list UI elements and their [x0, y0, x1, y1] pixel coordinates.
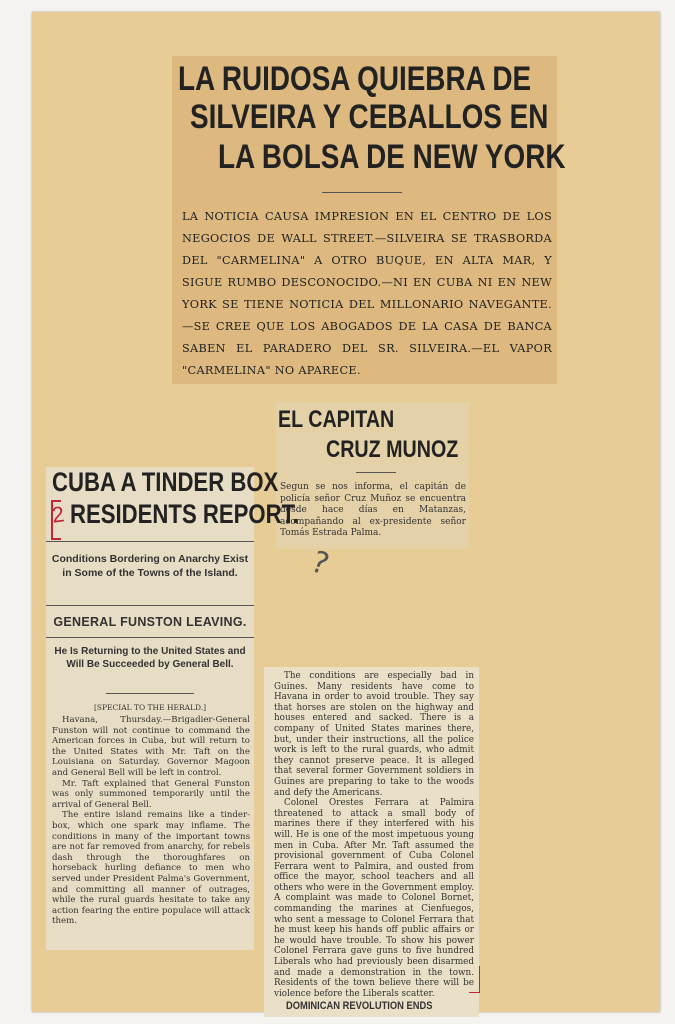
paragraph: Mr. Taft explained that General Funston was only summoned temporarily until the arrival of General Bell.	[52, 778, 250, 810]
next-headline-fragment: DOMINICAN REVOLUTION ENDS	[286, 1000, 433, 1012]
clipping-continued	[264, 667, 479, 1017]
divider	[46, 637, 254, 638]
paragraph: Colonel Orestes Ferrara at Palmira threatened to attack a small body of marines there if they interfered with his will. He is one of the most impetuous young men in Cuba. After Mr. Taft assumed the provisional government of Cuba Colonel Ferrara went to Palmira, and ousted from office the mayor, school teachers and all others who were in the Government employ. A complaint was made to Colonel Bornet, commanding the marines at Cienfuegos, who sent a message to Colonel Ferrara that he must keep his hands off public affairs or he would have trouble. To show his power Colonel Ferrara gave guns to five hundred Liberals who had previously been disarmed and made a demonstration in the town. Residents of the town believe there will be violence before the Liberals scatter.	[274, 798, 474, 999]
headline-line-3: LA BOLSA DE NEW YORK	[218, 138, 566, 176]
divider	[356, 472, 396, 473]
clipping-quiebra	[172, 56, 566, 384]
divider	[46, 541, 254, 542]
question-mark-annotation: ?	[306, 544, 334, 583]
scrapbook-page	[32, 12, 660, 1012]
section-subhead: He Is Returning to the United States and Will Be Succeeded by General Bell.	[54, 646, 246, 670]
paragraph: The conditions are especially bad in Guines. Many residents have come to Havana in order to avoid trouble. They say that horses are stolen on the highway and houses entered and sacked. There is a company of United States marines there, but, under their instructions, all the police work is left to the rural guards, who admit they cannot preserve peace. It is alleged that several former Government soldiers in Guines are preparing to take to the woods and defy the Americans.	[274, 671, 474, 798]
headline-line-2: RESIDENTS REPORT.	[70, 499, 299, 529]
paragraph: The entire island remains like a tinder-box, which one spark may inflame. The conditions in many of the important towns are not far removed from anarchy, for rebels dash through the thoroughfares on horseback hurling defiance to men who served under President Palma's Government, and committing all manner of outrages, while the rural guards hesitate to take any action fearing the entire populace will attack them.	[52, 810, 250, 927]
subhead: Conditions Bordering on Anarchy Exist in Some of the Towns of the Island.	[51, 553, 249, 579]
section-head: GENERAL FUNSTON LEAVING.	[53, 615, 247, 629]
clipping-cuba-tinder-box	[46, 467, 299, 950]
divider	[322, 192, 402, 193]
article-body: Segun se nos informa, el capitán de policía señor Cruz Muñoz se encuentra desde hace días en Matanzas, acompañando al ex-presidente señor Tomás Estrada Palma.	[280, 482, 466, 538]
page-number-annotation: 2	[50, 501, 66, 528]
headline-line-1: CUBA A TINDER BOX	[52, 467, 279, 497]
headline-line-2: CRUZ MUNOZ	[326, 436, 459, 463]
divider	[106, 693, 194, 694]
paragraph: Havana, Thursday.—Brigadier-General Funston will not continue to command the American forces in Cuba, but will return to the United States with Mr. Taft on the Louisiana on Saturday. Governor Magoon and General Bell will be left in control.	[52, 715, 250, 778]
article-body	[274, 671, 474, 999]
deck-text: LA NOTICIA CAUSA IMPRESION EN EL CENTRO DE LOS NEGOCIOS DE WALL STREET.—SILVEIRA SE TRASBORDA DEL "CARMELINA" A OTRO BUQUE, EN ALTA MAR, Y SIGUE RUMBO DESCONOCIDO.—NI EN CUBA NI EN NEW YORK SE TIENE NOTICIA DEL MILLONARIO NAVEGANTE.—SE CREE QUE LOS ABOGADOS DE LA CASA DE BANCA SABEN EL PARADERO DEL SR. SILVEIRA.—EL VAPOR "CARMELINA" NO APARECE.	[182, 210, 552, 377]
headline-line-1: EL CAPITAN	[278, 406, 395, 433]
red-ink-mark	[469, 966, 480, 993]
headline-line-2: SILVEIRA Y CEBALLOS EN	[190, 98, 549, 136]
divider	[46, 605, 254, 606]
dateline-special: [SPECIAL TO THE HERALD.]	[93, 703, 207, 712]
article-body	[52, 715, 250, 927]
headline-line-1: LA RUIDOSA QUIEBRA DE	[178, 60, 532, 98]
clipping-capitan	[276, 402, 469, 549]
